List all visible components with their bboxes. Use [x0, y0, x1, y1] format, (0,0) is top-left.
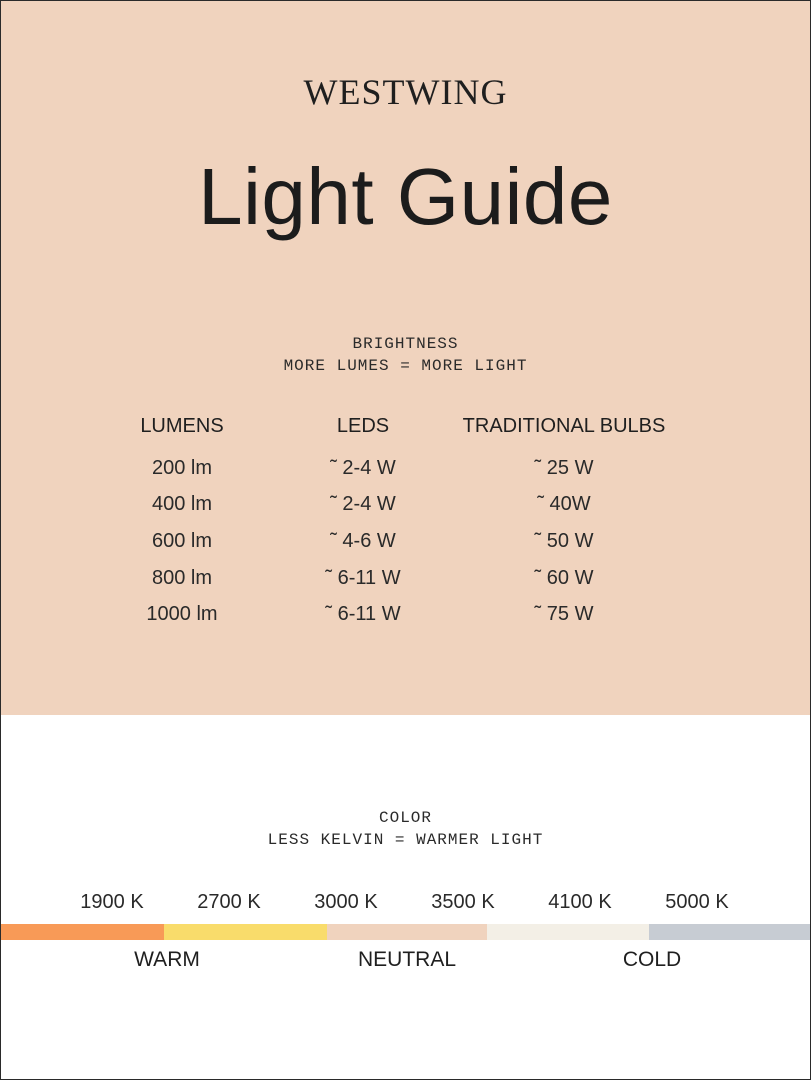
table-cell-leds: ˜ 2-4 W [330, 457, 396, 479]
table-cell-traditional: ˜ 75 W [534, 603, 594, 625]
color-bar-segment-cold-2 [649, 924, 810, 940]
column-header-traditional-bulbs: TRADITIONAL BULBS [462, 415, 666, 437]
group-label-neutral: NEUTRAL [357, 948, 457, 971]
color-bar-segment-warm-2 [164, 924, 327, 940]
color-bar-segment-neutral-1 [327, 924, 487, 940]
temperature-label: 5000 K [665, 891, 729, 913]
table-cell-leds: ˜ 6-11 W [325, 567, 401, 589]
color-subheading: LESS KELVIN = WARMER LIGHT [267, 831, 544, 849]
page-title: Light Guide [198, 152, 613, 241]
table-cell-lumens: 1000 lm [146, 603, 218, 625]
temperature-label: 4100 K [548, 891, 612, 913]
brightness-caption [1, 333, 810, 377]
table-cell-lumens: 600 lm [151, 530, 213, 552]
table-cell-traditional: ˜ 40W [537, 493, 591, 515]
column-header-lumens: LUMENS [140, 415, 224, 437]
column-header-leds: LEDS [336, 415, 390, 437]
table-cell-lumens: 400 lm [151, 493, 213, 515]
temperature-label: 1900 K [80, 891, 144, 913]
color-bar-segment-warm-1 [1, 924, 164, 940]
brightness-heading: BRIGHTNESS [352, 335, 459, 353]
table-cell-lumens: 200 lm [151, 457, 213, 479]
table-cell-traditional: ˜ 25 W [534, 457, 594, 479]
temperature-label: 3000 K [314, 891, 378, 913]
table-cell-leds: ˜ 4-6 W [330, 530, 396, 552]
table-cell-leds: ˜ 2-4 W [330, 493, 396, 515]
color-heading: COLOR [378, 809, 432, 827]
brand-logo: WESTWING [303, 72, 508, 112]
brightness-subheading: MORE LUMES = MORE LIGHT [283, 357, 528, 375]
table-cell-traditional: ˜ 50 W [534, 530, 594, 552]
temperature-label: 2700 K [197, 891, 261, 913]
color-bar-segment-cold-1 [487, 924, 649, 940]
color-caption [1, 807, 810, 851]
table-cell-leds: ˜ 6-11 W [325, 603, 401, 625]
table-cell-traditional: ˜ 60 W [534, 567, 594, 589]
brightness-panel [1, 1, 810, 715]
group-label-warm: WARM [134, 948, 200, 971]
table-cell-lumens: 800 lm [151, 567, 213, 589]
group-label-cold: COLD [622, 948, 682, 971]
temperature-label: 3500 K [431, 891, 495, 913]
